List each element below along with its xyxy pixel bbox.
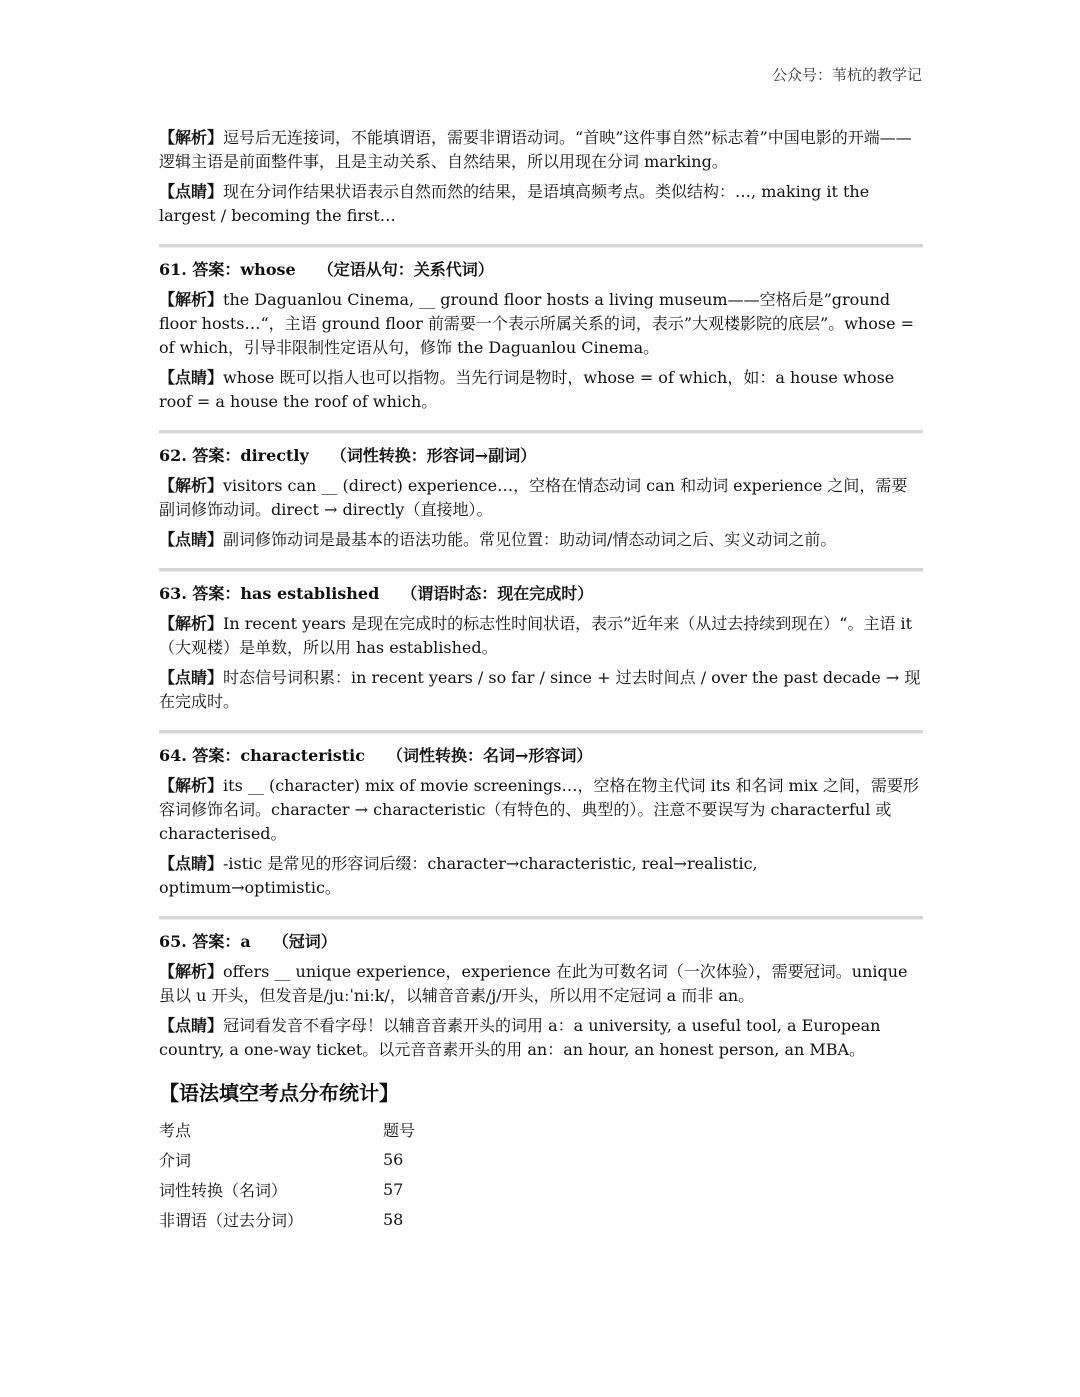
divider [159,568,923,572]
analysis-text: the Daguanlou Cinema, __ ground floor hosts a living museum——空格后是”ground floor hosts…“，主语 ground floor 前需要一个表示所属关系的词，表示”大观楼影院的底层”。whose = of which，引导非限制性定语从句，修饰 the Daguanlou Cinema。 [159,290,915,357]
answer-65-title [159,930,923,954]
table-cell-topic: 非谓语（过去分词） [159,1210,304,1230]
answer-topic: （词性转换：名词→形容词） [387,746,593,765]
analysis-text: visitors can __ (direct) experience…，空格在情态动词 can 和动词 experience 之间，需要副词修饰动词。direct → directly（直接地）。 [159,476,908,519]
answer-65-analysis [159,960,923,1008]
analysis-tag: 【解析】 [159,776,224,795]
point-tag: 【点睛】 [159,1016,224,1035]
point-tag: 【点睛】 [159,368,224,387]
header-cell-number: 题号 [383,1120,416,1140]
table-row [159,1174,415,1204]
divider [159,244,923,248]
point-tag: 【点睛】 [159,182,224,201]
answer-61-point [159,366,923,414]
answer-label: 64. 答案：characteristic [159,746,365,765]
point-text: 冠词看发音不看字母！以辅音音素开头的词用 a：a university, a useful tool, a European country, a one-way ticket。以元音音素开头的用 an：an hour, an honest person, an MBA。 [159,1016,881,1059]
answer-63-title [159,582,923,606]
point-text: 现在分词作结果状语表示自然而然的结果，是语填高频考点。类似结构：…, making it the largest / becoming the first… [159,182,870,225]
table-row [159,1204,415,1234]
answer-63-analysis [159,612,923,660]
table-row [159,1144,415,1174]
analysis-tag: 【解析】 [159,476,224,495]
point-text: whose 既可以指人也可以指物。当先行词是物时，whose = of which，如：a house whose roof = a house the roof of which。 [159,368,895,411]
analysis-text: its __ (character) mix of movie screenings…，空格在物主代词 its 和名词 mix 之间，需要形容词修饰名词。character → characteristic（有特色的、典型的）。注意不要误写为 characterful 或 characterised。 [159,776,919,843]
answer-label: 61. 答案：whose [159,260,296,279]
answer-topic: （词性转换：形容词→副词） [330,446,537,465]
table-cell-topic: 词性转换（名词） [159,1180,288,1200]
intro-analysis [159,126,923,174]
answer-62-point [159,528,923,552]
table-cell-topic: 介词 [159,1150,192,1170]
point-text: 副词修饰动词是最基本的语法功能。常见位置：助动词/情态动词之后、实义动词之前。 [223,530,837,549]
point-text: 时态信号词积累：in recent years / so far / since + 过去时间点 / over the past decade → 现在完成时。 [159,668,921,711]
answer-65-point [159,1014,923,1062]
stats-section-title: 【语法填空考点分布统计】 [159,1081,399,1105]
answer-62-title [159,444,923,468]
document-body [159,126,923,1234]
table-cell-number: 57 [383,1179,404,1199]
answer-64-point [159,852,923,900]
analysis-tag: 【解析】 [159,290,224,309]
page-header: 公众号：苇杭的教学记 [771,66,922,84]
intro-point [159,180,923,228]
divider [159,430,923,434]
stats-table [159,1114,415,1234]
analysis-tag: 【解析】 [159,128,224,147]
answer-64-analysis [159,774,923,846]
answer-64-title [159,744,923,768]
analysis-text: 逗号后无连接词，不能填谓语，需要非谓语动词。“首映”这件事自然”标志着”中国电影的开端——逻辑主语是前面整件事，且是主动关系、自然结果，所以用现在分词 marking。 [159,128,912,171]
table-cell-number: 56 [383,1149,404,1169]
answer-61-title [159,258,923,282]
analysis-tag: 【解析】 [159,614,224,633]
answer-topic: （谓语时态：现在完成时） [401,584,594,603]
point-tag: 【点睛】 [159,668,224,687]
answer-label: 63. 答案：has established [159,584,380,603]
analysis-text: offers __ unique experience，experience 在此为可数名词（一次体验），需要冠词。unique 虽以 u 开头，但发音是/juːˈniːk/，以辅音音素/j/开头，所以用不定冠词 a 而非 an。 [159,962,908,1005]
analysis-tag: 【解析】 [159,962,224,981]
point-tag: 【点睛】 [159,530,224,549]
answer-61-analysis [159,288,923,360]
answer-topic: （冠词） [272,932,337,951]
divider [159,916,923,920]
answer-topic: （定语从句：关系代词） [317,260,494,279]
answer-63-point [159,666,923,714]
table-header-row [159,1114,415,1144]
header-cell-topic: 考点 [159,1120,192,1140]
answer-label: 65. 答案：a [159,932,251,951]
point-tag: 【点睛】 [159,854,224,873]
answer-label: 62. 答案：directly [159,446,309,465]
analysis-text: In recent years 是现在完成时的标志性时间状语，表示”近年来（从过去持续到现在）“。主语 it（大观楼）是单数，所以用 has established。 [159,614,913,657]
answer-62-analysis [159,474,923,522]
point-text: -istic 是常见的形容词后缀：character→characteristic, real→realistic, optimum→optimistic。 [159,854,758,897]
table-cell-number: 58 [383,1209,404,1229]
divider [159,730,923,734]
